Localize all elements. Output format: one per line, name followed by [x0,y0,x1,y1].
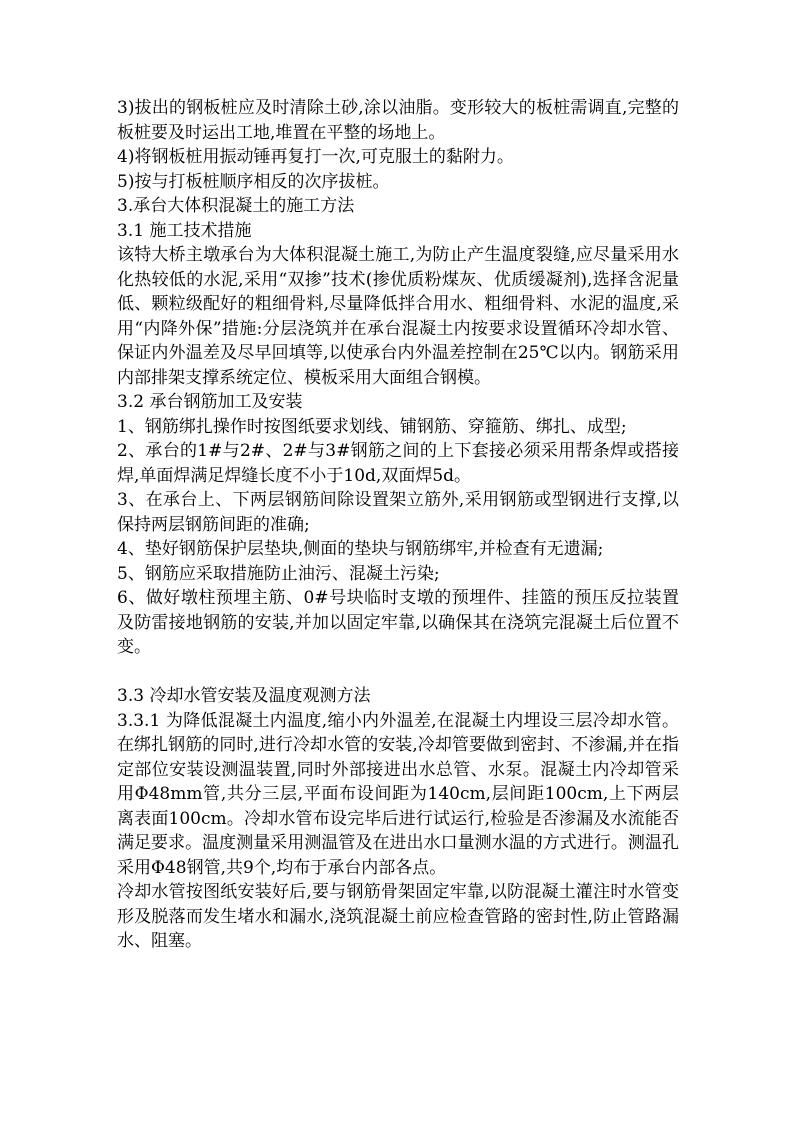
blank-line [117,660,679,685]
list-item-rebar-4: 4、垫好钢筋保护层垫块,侧面的垫块与钢筋绑牢,并检查有无遗漏; [117,539,604,559]
list-item-rebar-1: 1、钢筋绑扎操作时按图纸要求划线、铺钢筋、穿箍筋、绑扎、成型; [117,416,627,437]
document-body [117,96,679,954]
paragraph-technical-measures: 该特大桥主墩承台为大体积混凝土施工,为防止产生温度裂缝,应尽量采用水化热较低的水泥,采用“双掺”技术(掺优质粉煤灰、优质缓凝剂),选择含泥量低、颗粒级配好的粗细骨料,尽量降低拌合用水、粗细骨料、水泥的温度,采用“内降外保”措施:分层浇筑并在承台混凝土内按要求设置循环冷却水管、保证内外温差及尽早回填等,以使承台内外温差控制在25℃以内。钢筋采用内部排架支撑系统定位、模板采用大面组合钢模。 [117,245,679,388]
section-heading-3-2: 3.2 承台钢筋加工及安装 [117,392,303,412]
section-heading-3: 3.承台大体积混凝土的施工方法 [117,196,355,216]
paragraph-cooling-pipe: 3.3.1 为降低混凝土内温度,缩小内外温差,在混凝土内埋设三层冷却水管。在绑扎钢筋的同时,进行冷却水管的安装,冷却管要做到密封、不渗漏,并在指定部位安装设测温装置,同时外部接进出水总管、水泵。混凝土内冷却管采用Φ48mm管,共分三层,平面布设间距为140cm,层间距100cm,上下两层离表面100cm。冷却水管布设完毕后进行试运行,检验是否渗漏及水流能否满足要求。温度测量采用测温管及在进出水口量测水温的方式进行。测温孔采用Φ48钢管,共9个,均布于承台内部各点。 [117,710,679,878]
list-item-rebar-2: 2、承台的1#与2#、2#与3#钢筋之间的上下套接必须采用帮条焊或搭接焊,单面焊满足焊缝长度不小于10d,双面焊5d。 [117,441,679,486]
paragraph-pile-cleaning: 3)拔出的钢板桩应及时清除土砂,涂以油脂。变形较大的板桩需调直,完整的板桩要及时运出工地,堆置在平整的场地上。 [117,98,679,143]
paragraph-pipe-fixing: 冷却水管按图纸安装好后,要与钢筋骨架固定牢靠,以防混凝土灌注时水管变形及脱落而发生堵水和漏水,浇筑混凝土前应检查管路的密封性,防止管路漏水、阻塞。 [117,882,679,951]
section-heading-3-3: 3.3 冷却水管安装及温度观测方法 [117,686,371,706]
paragraph-vibratory-hammer: 4)将钢板桩用振动锤再复打一次,可克服土的黏附力。 [117,147,514,167]
list-item-rebar-3: 3、在承台上、下两层钢筋间除设置架立筋外,采用钢筋或型钢进行支撑,以保持两层钢筋间距的准确; [117,490,679,535]
list-item-rebar-6: 6、做好墩柱预埋主筋、0#号块临时支墩的预埋件、挂篮的预压反拉装置及防雷接地钢筋的安装,并加以固定牢靠,以确保其在浇筑完混凝土后位置不变。 [117,588,679,657]
paragraph-extraction-order: 5)按与打板桩顺序相反的次序拔桩。 [117,171,390,192]
list-item-rebar-5: 5、钢筋应采取措施防止油污、混凝土污染; [117,563,440,584]
section-heading-3-1: 3.1 施工技术措施 [117,220,252,241]
